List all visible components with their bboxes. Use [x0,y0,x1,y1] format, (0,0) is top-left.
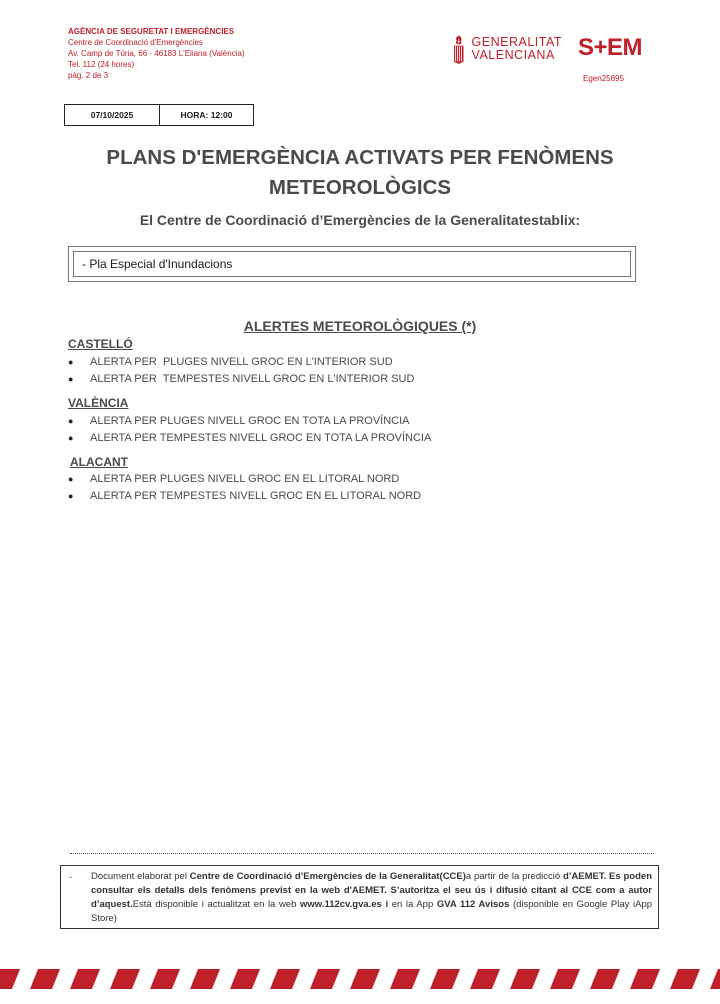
footer-text [91,870,652,926]
alerts-title: ALERTES METEOROLÒGIQUES (*) [243,318,477,334]
stripe-segment [390,969,420,989]
title-line1: PLANS D'EMERGÈNCIA ACTIVATS PER FENÒMENS [106,146,614,169]
footer-dash: - [69,872,73,883]
stripe-segment [710,969,720,989]
gva-line2: VALENCIANA [471,48,555,62]
red-stripe-band [0,969,720,989]
footer-text-2: a partir de la predicció [465,871,563,882]
date-value: 07/10/2025 [65,105,160,125]
bullet-icon: ● [68,491,74,501]
region-valencia: VALÈNCIA [68,396,129,410]
footer-bold-cce: Centre de Coordinació d’Emergències de la Generalitat(CCE) [189,871,466,882]
alert-text: ALERTA PER PLUGES NIVELL GROC EN L'INTERIOR SUD [90,356,393,368]
alert-text: ALERTA PER PLUGES NIVELL GROC EN TOTA LA PROVÍNCIA [90,415,410,427]
region-alacant: ALACANT [70,455,128,469]
gva-emblem-icon [452,27,466,71]
bullet-icon: ● [68,374,74,384]
alert-text: ALERTA PER PLUGES NIVELL GROC EN EL LITORAL NORD [90,473,400,485]
sem-logo: S+EM [578,34,643,61]
agency-name: AGÈNCIA DE SEGURETAT I EMERGÈNCIES [68,27,235,36]
stripe-segment [310,969,340,989]
stripe-segment [150,969,180,989]
footer-text-3: Està disponible i actualitzat en la web [132,899,300,910]
bullet-icon: ● [68,416,74,426]
agency-centre: Centre de Coordinació d'Emergències [68,38,203,47]
subtitle: El Centre de Coordinació d’Emergències de la Generalitatestablix: [139,212,581,228]
alert-text: ALERTA PER TEMPESTES NIVELL GROC EN L'INTERIOR SUD [90,373,415,385]
alert-item [68,490,421,502]
alert-item [68,356,393,368]
stripe-segment [670,969,700,989]
footer-note [60,865,659,929]
agency-address: Av. Camp de Túria, 66 · 46183 L'Eliana (València) [68,49,245,58]
alert-text: ALERTA PER TEMPESTES NIVELL GROC EN TOTA LA PROVÍNCIA [90,432,432,444]
region-castello: CASTELLÓ [68,337,133,351]
stripe-segment [630,969,660,989]
stripe-segment [470,969,500,989]
page-number: pàg. 2 de 3 [68,71,109,80]
time-value: HORA: 12:00 [180,110,233,120]
alert-item [68,373,414,385]
plan-item: - Pla Especial d'Inundacions [73,251,631,277]
bullet-icon: ● [68,433,74,443]
stripe-segment [350,969,380,989]
stripe-segment [110,969,140,989]
stripe-segment [550,969,580,989]
bullet-icon: ● [68,357,74,367]
date-time-box [64,104,254,126]
alert-text: ALERTA PER TEMPESTES NIVELL GROC EN EL LITORAL NORD [90,490,422,502]
footer-dotted-divider [70,853,654,854]
alert-item [68,415,410,427]
footer-app-name: GVA 112 Avisos [436,899,510,910]
stripe-segment [230,969,260,989]
bullet-icon: ● [68,474,74,484]
stripe-segment [70,969,100,989]
agency-phone: Tel. 112 (24 hores) [68,60,135,69]
footer-web-link[interactable]: www.112cv.gva.es i [299,899,389,910]
stripe-segment [510,969,540,989]
doc-code: Egen25895 [583,74,624,83]
stripe-pattern [0,969,720,989]
agency-block [68,26,245,81]
alert-item [68,432,431,444]
gva-line1: GENERALITAT [471,35,562,49]
stripe-segment [590,969,620,989]
footer-text-4: en la App [388,899,437,910]
alert-item [68,473,399,485]
stripe-segment [190,969,220,989]
stripe-segment [30,969,60,989]
plans-box [68,246,636,282]
title-line2: METEOROLÒGICS [268,176,452,199]
footer-text-5: (disponible en Google Play iApp Store) [91,899,653,924]
footer-bold-aemet: d’AEMET. Es poden consultar els detalls dels fenòmens previst en la web d'AEMET. S’autoritza el seu ús i difusió citant al CCE com a autor d’aquest. [91,871,652,910]
stripe-segment [270,969,300,989]
footer-text-1: Document elaborat pel [91,871,190,882]
page-title [60,143,660,203]
generalitat-logo [452,27,562,71]
stripe-segment [430,969,460,989]
stripe-segment [0,969,20,989]
